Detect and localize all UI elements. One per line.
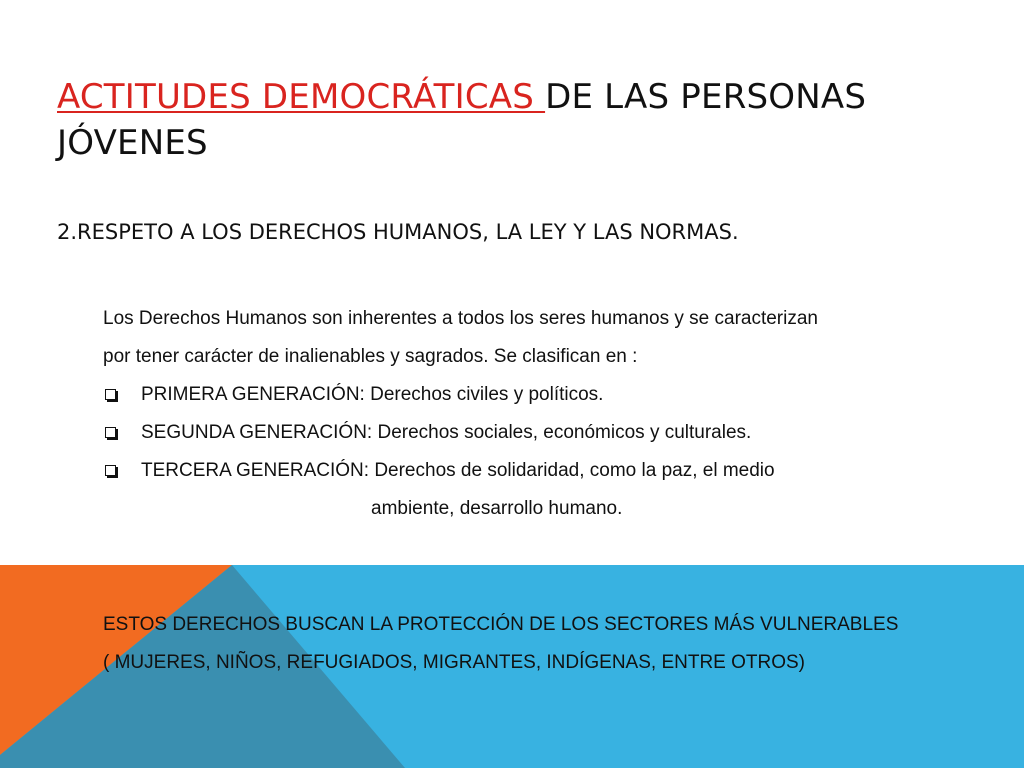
footer-note — [103, 606, 983, 682]
title-rest-line1: DE LAS PERSONAS — [545, 77, 867, 117]
checkbox-square-icon — [105, 465, 116, 476]
slide-subtitle: 2.RESPETO A LOS DERECHOS HUMANOS, LA LEY Y LAS NORMAS. — [57, 220, 739, 244]
list-item-text: PRIMERA GENERACIÓN: Derechos civiles y políticos. — [141, 384, 604, 405]
list-item — [103, 452, 963, 528]
title-rest-line2: JÓVENES — [57, 123, 208, 163]
list-item — [103, 414, 963, 452]
checkbox-square-icon — [105, 389, 116, 400]
footer-line-2: ( MUJERES, NIÑOS, REFUGIADOS, MIGRANTES, INDÍGENAS, ENTRE OTROS) — [103, 652, 806, 673]
list-item — [103, 376, 963, 414]
slide-body — [103, 300, 963, 528]
intro-line-1: Los Derechos Humanos son inherentes a todos los seres humanos y se caracterizan — [103, 308, 818, 329]
generation-list — [103, 376, 963, 528]
list-item-continuation: ambiente, desarrollo humano. — [371, 498, 623, 519]
footer-line-1: ESTOS DERECHOS BUSCAN LA PROTECCIÓN DE LOS SECTORES MÁS VULNERABLES — [103, 614, 899, 635]
title-accent: ACTITUDES DEMOCRÁTICAS — [57, 77, 546, 117]
checkbox-square-icon — [105, 427, 116, 438]
list-item-text: TERCERA GENERACIÓN: Derechos de solidaridad, como la paz, el medio — [141, 460, 775, 481]
slide-title — [57, 74, 957, 166]
intro-line-2: por tener carácter de inalienables y sagrados. Se clasifican en : — [103, 346, 638, 367]
list-item-text: SEGUNDA GENERACIÓN: Derechos sociales, económicos y culturales. — [141, 422, 752, 443]
